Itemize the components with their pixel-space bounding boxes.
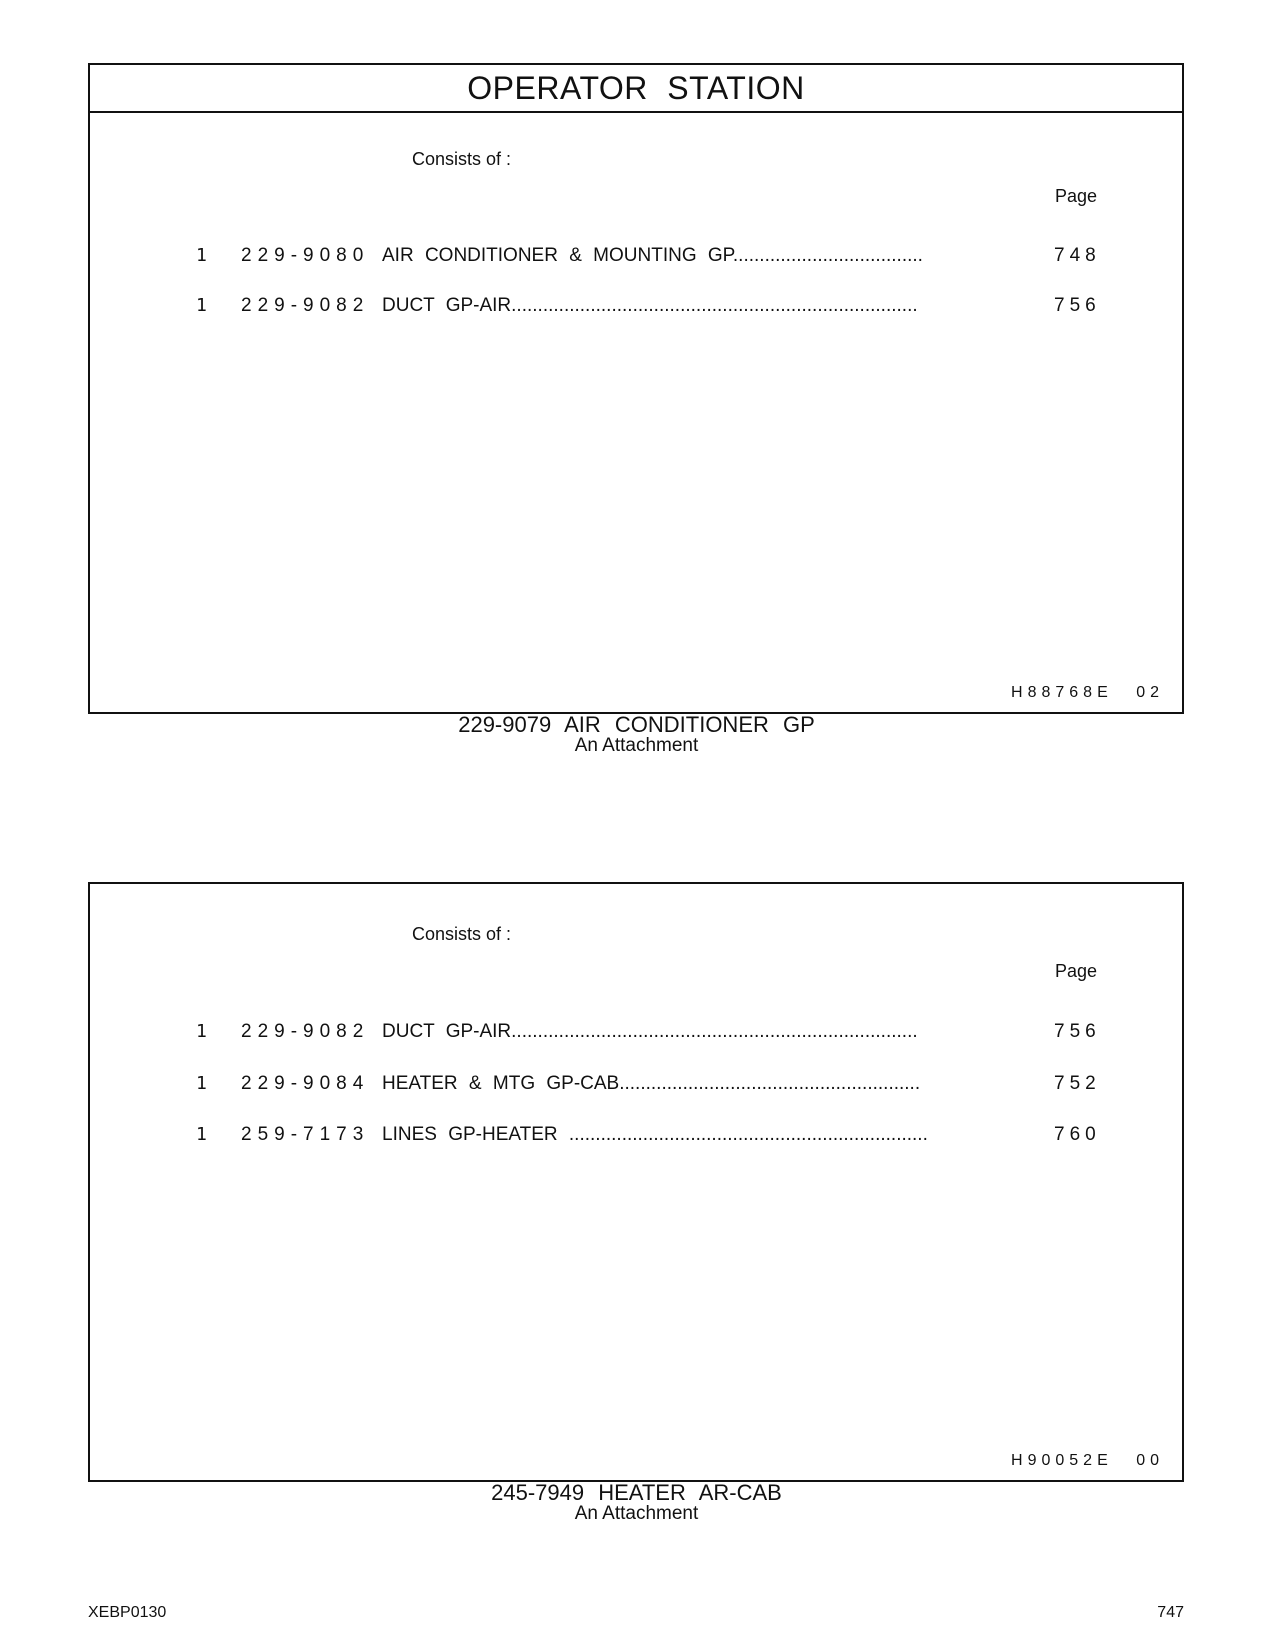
group-caption xyxy=(0,1482,1273,1523)
item-page-reference: 752 xyxy=(1054,1073,1101,1094)
group-caption-title: 245-7949 HEATER AR-CAB xyxy=(491,1480,782,1505)
item-part-number: 229-9082 xyxy=(241,1021,370,1042)
item-quantity: 1 xyxy=(196,245,207,266)
item-page-reference: 756 xyxy=(1054,1021,1101,1042)
consists-of-label: Consists of : xyxy=(412,924,512,944)
item-description: LINES GP-HEATER .................................................................... xyxy=(382,1124,928,1145)
heater-panel xyxy=(88,882,1184,1482)
item-part-number: 229-9082 xyxy=(241,295,370,316)
page-number: 747 xyxy=(1157,1604,1184,1621)
item-quantity: 1 xyxy=(196,1124,207,1145)
parts-list-row xyxy=(90,1124,1182,1154)
consists-of-label: Consists of : xyxy=(412,149,512,169)
item-page-reference: 748 xyxy=(1054,245,1101,266)
item-quantity: 1 xyxy=(196,1073,207,1094)
illustration-code: H90052E 00 xyxy=(1011,1452,1164,1469)
parts-list-row xyxy=(90,295,1182,325)
parts-list-row xyxy=(90,1021,1182,1051)
item-page-reference: 760 xyxy=(1054,1124,1101,1145)
document-id: XEBP0130 xyxy=(88,1604,167,1621)
item-quantity: 1 xyxy=(196,295,207,316)
group-caption-subtitle: An Attachment xyxy=(574,735,699,756)
parts-list-row xyxy=(90,1073,1182,1103)
page-column-header: Page xyxy=(1055,186,1098,206)
operator-station-panel xyxy=(88,63,1184,714)
item-part-number: 229-9084 xyxy=(241,1073,370,1094)
parts-list-row xyxy=(90,245,1182,275)
item-part-number: 229-9080 xyxy=(241,245,370,266)
illustration-code: H88768E 02 xyxy=(1011,684,1164,701)
page-column-header: Page xyxy=(1055,961,1098,981)
section-title: OPERATOR STATION xyxy=(90,65,1182,113)
item-description: HEATER & MTG GP-CAB......................................................... xyxy=(382,1073,921,1094)
group-caption xyxy=(0,714,1273,755)
item-page-reference: 756 xyxy=(1054,295,1101,316)
item-description: AIR CONDITIONER & MOUNTING GP.................................... xyxy=(382,245,923,266)
group-caption-title: 229-9079 AIR CONDITIONER GP xyxy=(458,712,815,737)
item-description: DUCT GP-AIR............................................................................. xyxy=(382,295,918,316)
item-description: DUCT GP-AIR............................................................................. xyxy=(382,1021,918,1042)
item-part-number: 259-7173 xyxy=(241,1124,370,1145)
group-caption-subtitle: An Attachment xyxy=(574,1503,699,1524)
item-quantity: 1 xyxy=(196,1021,207,1042)
